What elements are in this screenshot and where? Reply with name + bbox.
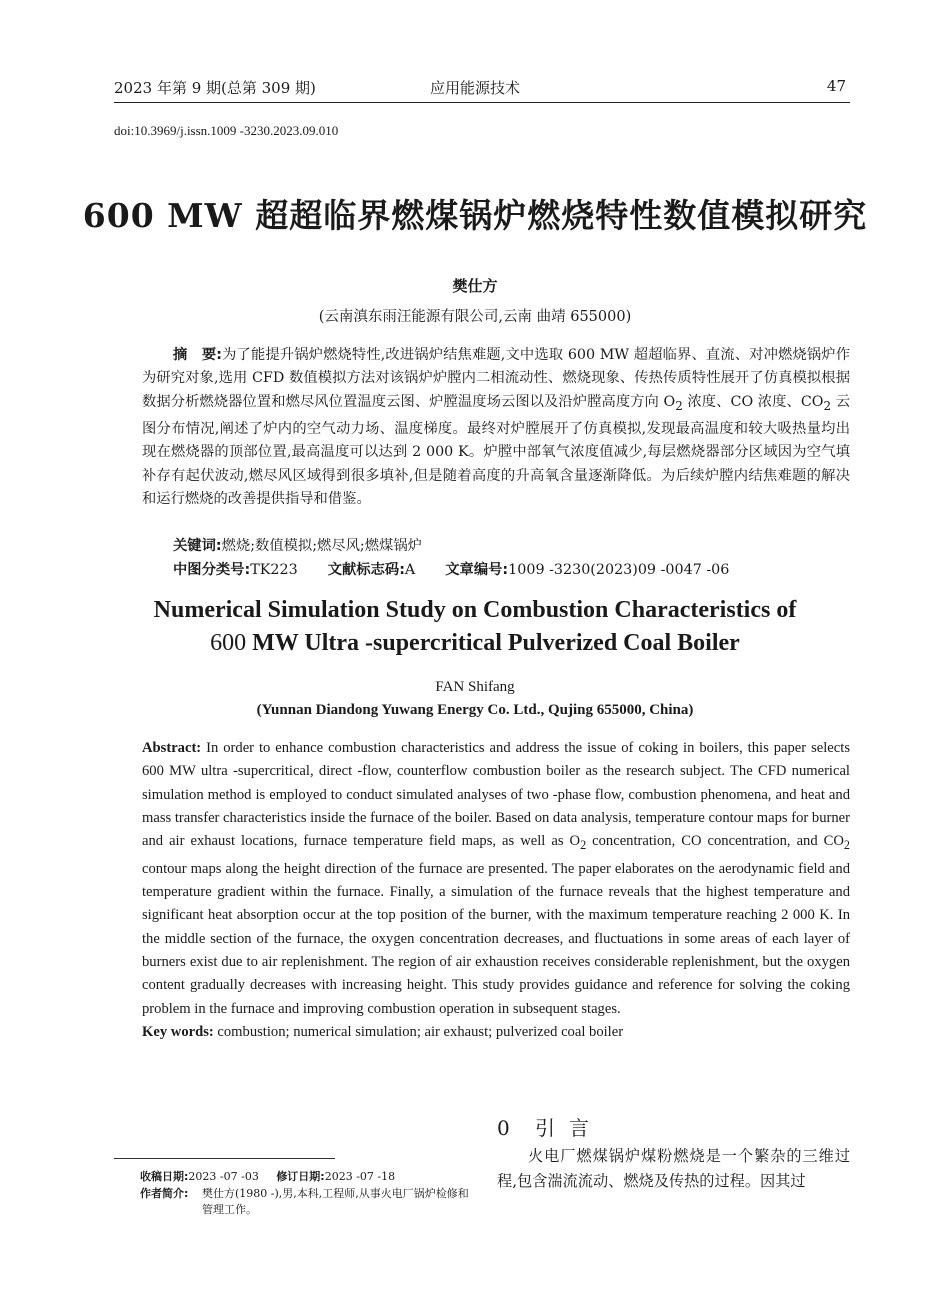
revised-label: 修订日期:: [276, 1170, 325, 1183]
keywords-english-text: combustion; numerical simulation; air exhaust; pulverized coal boiler: [213, 1024, 624, 1041]
title-english: [0, 594, 950, 659]
title-english-line-2-number: 600: [210, 629, 253, 656]
article-number-label: 文章编号:: [445, 562, 509, 578]
subscript-o2: 2: [675, 398, 683, 413]
footnote-author-bio: [140, 1186, 480, 1218]
keywords-chinese-label: 关键词:: [173, 538, 222, 554]
abstract-english: [142, 737, 850, 1044]
doi-line: doi:10.3969/j.issn.1009 -3230.2023.09.010: [114, 123, 339, 138]
footnote-dates: [140, 1169, 480, 1185]
revised-value: 2023 -07 -18: [324, 1170, 396, 1183]
bio-value: 樊仕方(1980 -),男,本科,工程师,从事火电厂锅炉检修和管理工作。: [202, 1187, 469, 1216]
section-heading: [497, 1112, 603, 1141]
title-chinese: 600 MW 超超临界燃煤锅炉燃烧特性数值模拟研究: [82, 196, 868, 235]
subscript-o2-en: 2: [580, 838, 587, 853]
subscript-co2: 2: [823, 398, 832, 413]
classification-line: [173, 559, 729, 579]
abstract-english-label: Abstract:: [142, 740, 202, 756]
abstract-chinese-label: 摘 要:: [173, 347, 222, 363]
subscript-co2-en: 2: [843, 838, 850, 853]
abstract-chinese-text-1: 为了能提升锅炉燃烧特性,改进锅炉结焦难题,文中选取 600 MW 超超临界、直流、对冲燃烧锅炉作为研究对象,选用 CFD 数值模拟方法对该锅炉炉膛内二相流动性、燃烧现象、传热传质特性展开了仿真模拟根据数据分析燃烧器位置和燃尽风位置温度云图、炉膛温度场云图以及沿炉膛高度方向 O: [142, 347, 850, 410]
title-english-line-1: Numerical Simulation Study on Combustion Characteristics of: [153, 597, 797, 623]
keywords-chinese: [173, 535, 422, 555]
title-english-line-2-text: MW Ultra -supercritical Pulverized Coal Boiler: [252, 629, 740, 656]
abstract-chinese-text-2: 浓度、CO 浓度、CO: [682, 393, 824, 410]
doc-code-value: A: [404, 562, 416, 578]
header-rule: [114, 102, 850, 103]
body-paragraph-text: 火电厂燃煤锅炉煤粉燃烧是一个繁杂的三维过程,包含湍流流动、燃烧及传热的过程。因其过: [497, 1147, 850, 1190]
running-header-issue: 2023 年第 9 期(总第 309 期): [114, 79, 316, 97]
doc-code-label: 文献标志码:: [327, 562, 405, 578]
clc-label: 中图分类号:: [173, 562, 251, 578]
author-english: FAN Shifang: [435, 679, 515, 695]
abstract-chinese-text-3: 云图分布情况,阐述了炉内的空气动力场、温度梯度。最终对炉膛展开了仿真模拟,发现最高温度和较大吸热量均出现在燃烧器的顶部位置,最高温度可以达到 2 000 K。炉膛中部氧气浓度值减少,每层燃烧器部分区域因为空气填补存有起伏波动,燃尽风区域得到很多填补,但是随着高度的升高氧含量逐渐降低。为后续炉膛内结焦难题的解决和运行燃烧的改善提供指导和借鉴。: [142, 393, 850, 508]
article-number-value: 1009 -3230(2023)09 -0047 -06: [508, 562, 730, 578]
affiliation-chinese: (云南滇东雨汪能源有限公司,云南 曲靖 655000): [318, 309, 632, 325]
abstract-english-text-2: concentration, CO concentration, and CO: [586, 833, 844, 850]
author-chinese: 樊仕方: [452, 277, 498, 295]
page-number: 47: [826, 77, 846, 95]
keywords-chinese-text: 燃烧;数值模拟;燃尽风;燃煤锅炉: [221, 538, 422, 554]
running-header-journal: 应用能源技术: [429, 79, 520, 97]
abstract-english-text-3: contour maps along the height direction of the furnace are presented. The paper elaborates on the aerodynamic field and temperature gradient within the furnace. Finally, a simulation of the furnace reveals that the highest temperature and significant heat absorption occur at the top position of the burner, with the maximum temperature reaching 2 000 K. In the middle section of the furnace, the oxygen concentration decreases, and fluctuations in some areas of each layer of burners exist due to air replenishment. The region of air exhaustion receives considerable replenishment, but the oxygen content gradually decreases with increasing height. This study provides guidance and reference for solving the coking problem in the furnace and improving combustion operation in subsequent stages.: [142, 860, 850, 1017]
body-paragraph: [497, 1144, 850, 1194]
keywords-english-label: Key words:: [142, 1024, 214, 1041]
footnote-rule: [114, 1158, 335, 1159]
affiliation-english: (Yunnan Diandong Yuwang Energy Co. Ltd., Qujing 655000, China): [256, 702, 694, 718]
abstract-chinese: [142, 344, 850, 512]
received-value: 2023 -07 -03: [188, 1170, 259, 1183]
section-number: 0: [497, 1116, 510, 1140]
clc-value: TK223: [250, 562, 298, 578]
abstract-english-text-1: In order to enhance combustion characteristics and address the issue of coking in boilers, this paper selects 600 MW ultra -supercritical, direct -flow, counterflow combustion boiler as the research subject. The CFD numerical simulation method is employed to conduct simulated analyses of two -phase flow, combustion phenomena, and heat and mass transfer characteristics inside the furnace of the boiler. Based on data analysis, temperature contour maps for burner and air exhaust locations, furnace temperature field maps, as well as O: [142, 740, 850, 850]
section-title: 引言: [535, 1116, 603, 1140]
title-english-line-2: [0, 627, 950, 660]
received-label: 收稿日期:: [140, 1170, 189, 1183]
bio-label: 作者简介:: [140, 1187, 189, 1200]
